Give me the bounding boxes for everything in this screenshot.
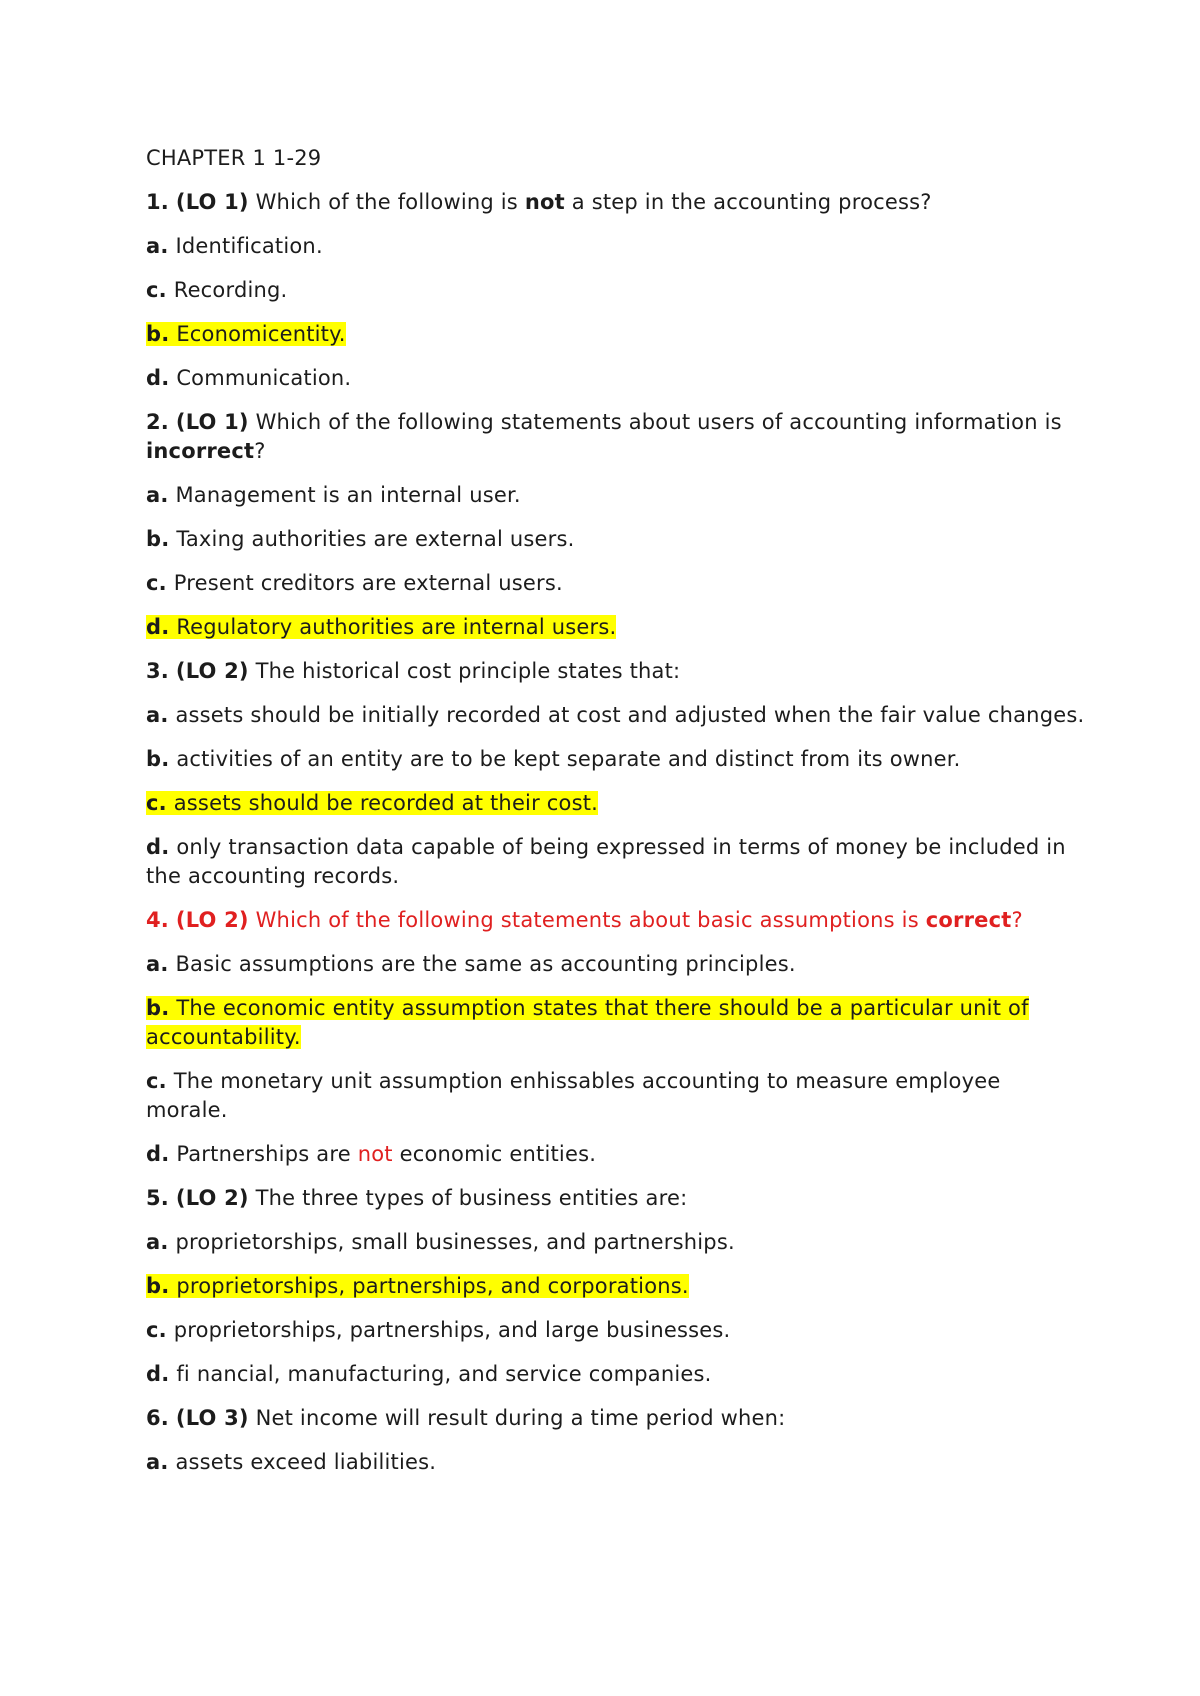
question-stem-end: ?: [254, 439, 266, 463]
question-stem: Net income will result during a time period when:: [255, 1406, 786, 1430]
question-number: 6.: [146, 1406, 169, 1430]
question-number: 4.: [146, 908, 169, 932]
option: [146, 569, 1086, 598]
option: [146, 833, 1086, 891]
option-text: only transaction data capable of being expressed in terms of money be included in the accounting records.: [146, 835, 1066, 888]
question-1: [146, 188, 1086, 217]
question-number: 1.: [146, 190, 169, 214]
option-answer: [146, 613, 1086, 642]
option-letter: a.: [146, 483, 169, 507]
option: [146, 1228, 1086, 1257]
option: [146, 1316, 1086, 1345]
option-answer: [146, 1272, 1086, 1301]
answer-highlight: [146, 1274, 689, 1298]
learning-objective: (LO 2): [175, 908, 249, 932]
option: [146, 525, 1086, 554]
learning-objective: (LO 1): [175, 190, 249, 214]
option-text: Identification.: [175, 234, 323, 258]
option-text: Recording.: [173, 278, 288, 302]
option-letter: a.: [146, 234, 169, 258]
option-text: Partnerships are: [176, 1142, 351, 1166]
option-letter: b.: [146, 527, 170, 551]
question-stem: The historical cost principle states that:: [255, 659, 681, 683]
option-text: activities of an entity are to be kept separate and distinct from its owner.: [176, 747, 961, 771]
option: [146, 1067, 1086, 1125]
chapter-heading: CHAPTER 1 1-29: [146, 146, 322, 170]
option: [146, 745, 1086, 774]
learning-objective: (LO 3): [175, 1406, 249, 1430]
option-text: Communication.: [176, 366, 352, 390]
question-number: 3.: [146, 659, 169, 683]
option-letter: c.: [146, 791, 167, 815]
option-letter: c.: [146, 1069, 167, 1093]
question-stem-end: a step in the accounting process?: [571, 190, 932, 214]
question-number: 5.: [146, 1186, 169, 1210]
option-text: assets exceed liabilities.: [175, 1450, 437, 1474]
option-text-end: economic entities.: [399, 1142, 597, 1166]
question-stem: Which of the following statements about users of accounting information is: [255, 410, 1062, 434]
question-emphasis: not: [524, 190, 565, 214]
learning-objective: (LO 2): [175, 659, 249, 683]
question-4: [146, 906, 1086, 935]
option-text: assets should be initially recorded at cost and adjusted when the fair value changes.: [175, 703, 1085, 727]
option-text: Basic assumptions are the same as accounting principles.: [175, 952, 796, 976]
option: [146, 1140, 1086, 1169]
option-answer: [146, 789, 1086, 818]
question-stem: The three types of business entities are:: [255, 1186, 688, 1210]
option-letter: c.: [146, 278, 167, 302]
option-letter: b.: [146, 322, 170, 346]
option: [146, 950, 1086, 979]
answer-highlight: [146, 615, 616, 639]
option-letter: b.: [146, 1274, 170, 1298]
question-5: [146, 1184, 1086, 1213]
learning-objective: (LO 1): [175, 410, 249, 434]
option-emphasis: not: [357, 1142, 393, 1166]
option-letter: c.: [146, 571, 167, 595]
option-text: The monetary unit assumption enhissables accounting to measure employee morale.: [146, 1069, 1001, 1122]
option-text: proprietorships, small businesses, and partnerships.: [175, 1230, 735, 1254]
option: [146, 481, 1086, 510]
option-letter: c.: [146, 1318, 167, 1342]
option: [146, 364, 1086, 393]
option-letter: a.: [146, 952, 169, 976]
option-answer: [146, 320, 1086, 349]
option-text: proprietorships, partnerships, and corporations.: [176, 1274, 689, 1298]
option: [146, 701, 1086, 730]
option-letter: b.: [146, 747, 170, 771]
option-text: assets should be recorded at their cost.: [173, 791, 599, 815]
question-stem: Which of the following is: [255, 190, 518, 214]
option-letter: d.: [146, 1142, 170, 1166]
question-emphasis: incorrect: [146, 439, 255, 463]
option: [146, 276, 1086, 305]
option: [146, 232, 1086, 261]
option-letter: d.: [146, 1362, 170, 1386]
option-letter: a.: [146, 703, 169, 727]
option-letter: b.: [146, 996, 170, 1020]
learning-objective: (LO 2): [175, 1186, 249, 1210]
question-number: 2.: [146, 410, 169, 434]
question-emphasis: correct: [925, 908, 1012, 932]
option-letter: d.: [146, 835, 170, 859]
option-text: The economic entity assumption states that there should be a particular unit of accountability.: [146, 996, 1029, 1049]
answer-highlight: [146, 322, 346, 346]
option-text: Present creditors are external users.: [173, 571, 563, 595]
question-stem-end: ?: [1011, 908, 1023, 932]
option-text: Taxing authorities are external users.: [176, 527, 575, 551]
question-3: [146, 657, 1086, 686]
option: [146, 1360, 1086, 1389]
option: [146, 1448, 1086, 1477]
answer-highlight: [146, 791, 598, 815]
option-letter: a.: [146, 1450, 169, 1474]
option-text: proprietorships, partnerships, and large businesses.: [173, 1318, 731, 1342]
option-text: fi nancial, manufacturing, and service companies.: [176, 1362, 712, 1386]
document-content: [146, 144, 1086, 1492]
option-letter: a.: [146, 1230, 169, 1254]
answer-highlight: [146, 996, 1029, 1049]
question-stem: Which of the following statements about basic assumptions is: [255, 908, 919, 932]
question-2: [146, 408, 1086, 466]
option-text: Regulatory authorities are internal users.: [176, 615, 617, 639]
option-letter: d.: [146, 366, 170, 390]
option-text: Management is an internal user.: [175, 483, 521, 507]
question-6: [146, 1404, 1086, 1433]
option-answer: [146, 994, 1086, 1052]
option-text: Economicentity.: [176, 322, 346, 346]
option-letter: d.: [146, 615, 170, 639]
